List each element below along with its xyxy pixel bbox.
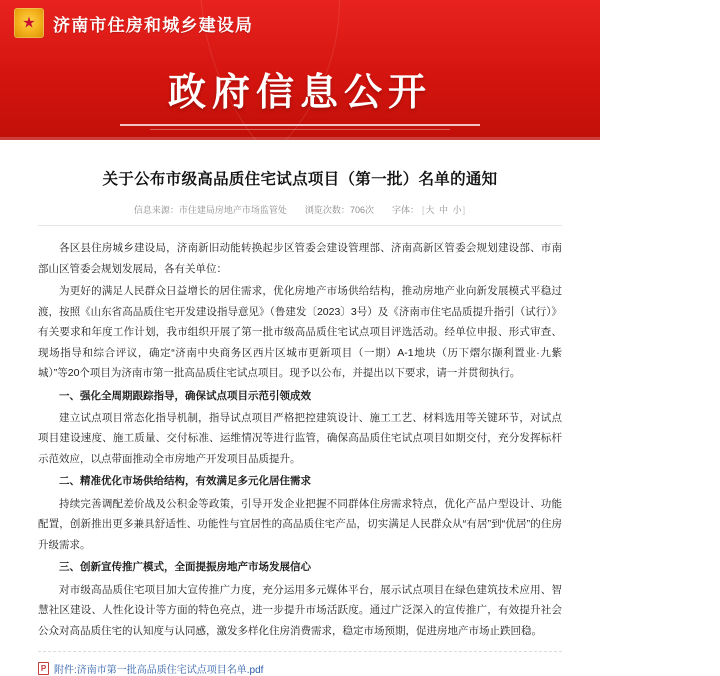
document-card (16, 148, 584, 676)
banner-title: 政府信息公开 (167, 71, 432, 114)
page-title: 关于公布市级高品质住宅试点项目（第一批）名单的通知 (102, 171, 498, 188)
meta-views-label: 浏览次数： (304, 205, 350, 216)
paragraph: 持续完善调配差价战及公积金等政策，引导开发企业把握不同群体住房需求特点，优化产品户型设计、功能配置，创新推出更多兼具舒适性、功能性与宜居性的高品质住宅产品，切实满足人民群众从“有居”到“优居”的住房升级需求。 (38, 497, 562, 551)
attachment-link[interactable]: 附件:济南市第一批高品质住宅试点项目名单.pdf (54, 665, 264, 676)
font-size-controls (392, 203, 466, 216)
font-size-large[interactable]: 大 (425, 205, 435, 216)
section-heading: 一、强化全周期跟踪指导，确保试点项目示范引领成效 (59, 389, 311, 402)
font-size-label: 字体： (391, 205, 419, 216)
meta-source-label: 信息来源： (133, 205, 179, 216)
banner-divider (120, 124, 480, 126)
header-topbar (0, 0, 600, 46)
attachment-row[interactable] (38, 651, 562, 676)
paragraph: 各区县住房城乡建设局，济南新旧动能转换起步区管委会建设管理部、济南高新区管委会规划建设部、市南部山区管委会规划发展局，各有关单位： (38, 242, 562, 275)
section-heading: 二、精准优化市场供给结构，有效满足多元化居住需求 (59, 475, 311, 488)
meta-views (305, 203, 374, 216)
banner (0, 46, 600, 140)
paragraph: 为更好的满足人民群众日益增长的居住需求，优化房地产市场供给结构，推动房地产业向新发展模式平稳过渡，按照《山东省高品质住宅开发建设指导意见》（鲁建发〔2023〕3号）及《济南市住宅品质提升指引（试行）》有关要求和年度工作计划，我市组织开展了第一批市级高品质住宅试点项目评选活动。经单位申报、形式审查、现场指导和综合评议，确定“济南中央商务区西片区城市更新项目（一期）A-1地块（历下熠尔撷利置业·九紫城）”等20个项目为济南市第一批高品质住宅试点项目。现予以公布，并提出以下要求，请一并贯彻执行。 (38, 285, 562, 380)
meta-source (134, 203, 287, 216)
bracket-right: ] (462, 205, 466, 216)
organization-name: 济南市住房和城乡建设局 (53, 15, 254, 35)
meta-views-value: 706次 (349, 205, 374, 216)
pdf-file-icon (38, 662, 49, 675)
section-heading: 三、创新宣传推广模式，全面提振房地产市场发展信心 (59, 561, 311, 574)
meta-source-value: 市住建局房地产市场监管处 (178, 205, 287, 216)
paragraph: 建立试点项目常态化指导机制，指导试点项目严格把控建筑设计、施工工艺、材料选用等关键环节，对试点项目建设速度、施工质量、交付标准、运维情况等进行监管，确保高品质住宅试点项目如期交付，充分发挥标杆示范效应，以点带面推动全市房地产开发项目品质提升。 (38, 412, 562, 465)
document-body (38, 238, 562, 641)
site-header (0, 0, 600, 140)
document-meta (38, 203, 562, 226)
national-emblem-icon (14, 8, 44, 38)
paragraph: 对市级高品质住宅项目加大宣传推广力度，充分运用多元媒体平台，展示试点项目在绿色建筑技术应用、智慧社区建设、人性化设计等方面的特色亮点，进一步提升市场活跃度。通过广泛深入的宣传推广，有效提升社会公众对高品质住宅的认知度与认同感，激发多样化住房消费需求，稳定市场预期，促进房地产市场止跌回稳。 (38, 583, 562, 637)
bracket-left: [ (421, 205, 425, 216)
font-size-medium[interactable]: 中 (439, 205, 449, 216)
font-size-small[interactable]: 小 (452, 205, 462, 216)
